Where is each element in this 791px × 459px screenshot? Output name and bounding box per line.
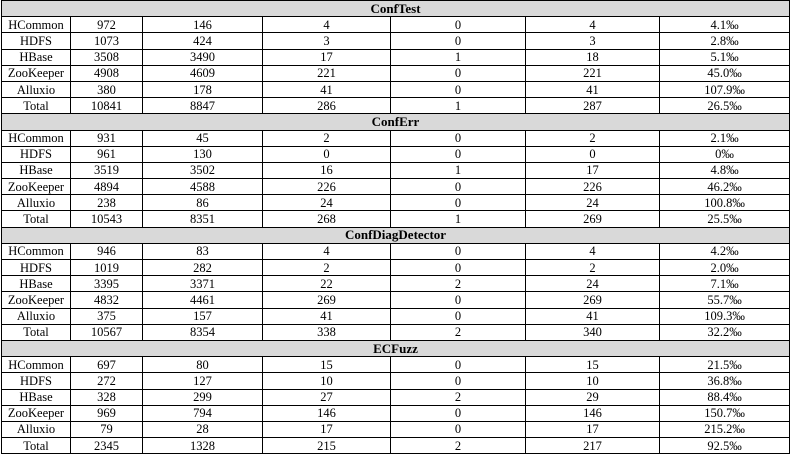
table-row bbox=[2, 146, 790, 162]
value-cell: 86 bbox=[143, 195, 263, 211]
table-row bbox=[2, 130, 790, 146]
value-cell: 2 bbox=[391, 324, 526, 340]
value-cell: 150.7‰ bbox=[660, 405, 790, 421]
value-cell: 4.2‰ bbox=[660, 243, 790, 259]
table-row bbox=[2, 389, 790, 405]
value-cell: 972 bbox=[71, 17, 143, 33]
value-cell: 0 bbox=[391, 308, 526, 324]
value-cell: 1019 bbox=[71, 260, 143, 276]
value-cell: 24 bbox=[526, 276, 660, 292]
value-cell: 4.1‰ bbox=[660, 17, 790, 33]
value-cell: 380 bbox=[71, 81, 143, 97]
row-label-cell: HBase bbox=[2, 162, 71, 178]
value-cell: 238 bbox=[71, 195, 143, 211]
table-row bbox=[2, 17, 790, 33]
table-row bbox=[2, 276, 790, 292]
value-cell: 3502 bbox=[143, 162, 263, 178]
section-header-row bbox=[2, 1, 790, 17]
value-cell: 4 bbox=[526, 243, 660, 259]
value-cell: 0 bbox=[391, 243, 526, 259]
value-cell: 2 bbox=[391, 276, 526, 292]
value-cell: 221 bbox=[263, 65, 391, 81]
value-cell: 3490 bbox=[143, 49, 263, 65]
value-cell: 221 bbox=[526, 65, 660, 81]
value-cell: 2 bbox=[391, 389, 526, 405]
row-label-cell: HDFS bbox=[2, 260, 71, 276]
value-cell: 340 bbox=[526, 324, 660, 340]
value-cell: 268 bbox=[263, 211, 391, 227]
section-title: ConfDiagDetector bbox=[2, 227, 790, 243]
value-cell: 17 bbox=[526, 421, 660, 437]
value-cell: 109.3‰ bbox=[660, 308, 790, 324]
value-cell: 269 bbox=[263, 292, 391, 308]
row-label-cell: HBase bbox=[2, 389, 71, 405]
value-cell: 88.4‰ bbox=[660, 389, 790, 405]
value-cell: 146 bbox=[526, 405, 660, 421]
value-cell: 215 bbox=[263, 438, 391, 454]
value-cell: 3519 bbox=[71, 162, 143, 178]
value-cell: 4832 bbox=[71, 292, 143, 308]
value-cell: 46.2‰ bbox=[660, 179, 790, 195]
table-row bbox=[2, 49, 790, 65]
value-cell: 0 bbox=[391, 33, 526, 49]
value-cell: 946 bbox=[71, 243, 143, 259]
table-row bbox=[2, 260, 790, 276]
table-row bbox=[2, 373, 790, 389]
section-title: ECFuzz bbox=[2, 340, 790, 356]
value-cell: 45 bbox=[143, 130, 263, 146]
value-cell: 15 bbox=[526, 357, 660, 373]
section-header-row bbox=[2, 114, 790, 130]
row-label-cell: ZooKeeper bbox=[2, 292, 71, 308]
value-cell: 1 bbox=[391, 211, 526, 227]
row-label-cell: HCommon bbox=[2, 243, 71, 259]
row-label-cell: ZooKeeper bbox=[2, 65, 71, 81]
table-row bbox=[2, 65, 790, 81]
value-cell: 22 bbox=[263, 276, 391, 292]
value-cell: 157 bbox=[143, 308, 263, 324]
total-row bbox=[2, 98, 790, 114]
value-cell: 0 bbox=[391, 146, 526, 162]
table-row bbox=[2, 162, 790, 178]
row-label-cell: Alluxio bbox=[2, 81, 71, 97]
value-cell: 10567 bbox=[71, 324, 143, 340]
value-cell: 7.1‰ bbox=[660, 276, 790, 292]
value-cell: 2 bbox=[391, 438, 526, 454]
value-cell: 36.8‰ bbox=[660, 373, 790, 389]
value-cell: 45.0‰ bbox=[660, 65, 790, 81]
value-cell: 269 bbox=[526, 211, 660, 227]
table-row bbox=[2, 81, 790, 97]
value-cell: 178 bbox=[143, 81, 263, 97]
value-cell: 41 bbox=[263, 81, 391, 97]
value-cell: 3 bbox=[263, 33, 391, 49]
table-row bbox=[2, 357, 790, 373]
value-cell: 127 bbox=[143, 373, 263, 389]
value-cell: 0 bbox=[391, 292, 526, 308]
value-cell: 2.1‰ bbox=[660, 130, 790, 146]
value-cell: 0 bbox=[391, 421, 526, 437]
value-cell: 41 bbox=[526, 81, 660, 97]
row-label-cell: HCommon bbox=[2, 130, 71, 146]
value-cell: 41 bbox=[526, 308, 660, 324]
value-cell: 375 bbox=[71, 308, 143, 324]
value-cell: 2 bbox=[263, 130, 391, 146]
value-cell: 10841 bbox=[71, 98, 143, 114]
value-cell: 4.8‰ bbox=[660, 162, 790, 178]
total-row bbox=[2, 438, 790, 454]
row-label-cell: ZooKeeper bbox=[2, 179, 71, 195]
value-cell: 16 bbox=[263, 162, 391, 178]
value-cell: 10 bbox=[526, 373, 660, 389]
value-cell: 0‰ bbox=[660, 146, 790, 162]
value-cell: 18 bbox=[526, 49, 660, 65]
value-cell: 1073 bbox=[71, 33, 143, 49]
value-cell: 2.8‰ bbox=[660, 33, 790, 49]
value-cell: 0 bbox=[391, 373, 526, 389]
table-row bbox=[2, 33, 790, 49]
row-label-cell: Alluxio bbox=[2, 195, 71, 211]
row-label-cell: Total bbox=[2, 324, 71, 340]
section-header-row bbox=[2, 340, 790, 356]
results-table bbox=[1, 0, 790, 454]
value-cell: 0 bbox=[391, 81, 526, 97]
value-cell: 328 bbox=[71, 389, 143, 405]
value-cell: 83 bbox=[143, 243, 263, 259]
value-cell: 1 bbox=[391, 98, 526, 114]
row-label-cell: Alluxio bbox=[2, 308, 71, 324]
value-cell: 215.2‰ bbox=[660, 421, 790, 437]
row-label-cell: Alluxio bbox=[2, 421, 71, 437]
value-cell: 28 bbox=[143, 421, 263, 437]
value-cell: 80 bbox=[143, 357, 263, 373]
value-cell: 4894 bbox=[71, 179, 143, 195]
value-cell: 287 bbox=[526, 98, 660, 114]
value-cell: 697 bbox=[71, 357, 143, 373]
table-row bbox=[2, 421, 790, 437]
value-cell: 0 bbox=[526, 146, 660, 162]
value-cell: 1 bbox=[391, 49, 526, 65]
value-cell: 4 bbox=[263, 243, 391, 259]
value-cell: 79 bbox=[71, 421, 143, 437]
value-cell: 29 bbox=[526, 389, 660, 405]
row-label-cell: HDFS bbox=[2, 146, 71, 162]
value-cell: 0 bbox=[391, 195, 526, 211]
table-row bbox=[2, 405, 790, 421]
table-row bbox=[2, 179, 790, 195]
value-cell: 3 bbox=[526, 33, 660, 49]
value-cell: 794 bbox=[143, 405, 263, 421]
value-cell: 0 bbox=[391, 17, 526, 33]
value-cell: 1 bbox=[391, 162, 526, 178]
value-cell: 41 bbox=[263, 308, 391, 324]
row-label-cell: HBase bbox=[2, 276, 71, 292]
value-cell: 130 bbox=[143, 146, 263, 162]
value-cell: 100.8‰ bbox=[660, 195, 790, 211]
value-cell: 10 bbox=[263, 373, 391, 389]
value-cell: 299 bbox=[143, 389, 263, 405]
value-cell: 226 bbox=[263, 179, 391, 195]
row-label-cell: Total bbox=[2, 98, 71, 114]
value-cell: 25.5‰ bbox=[660, 211, 790, 227]
value-cell: 2345 bbox=[71, 438, 143, 454]
value-cell: 4609 bbox=[143, 65, 263, 81]
value-cell: 3371 bbox=[143, 276, 263, 292]
value-cell: 26.5‰ bbox=[660, 98, 790, 114]
value-cell: 5.1‰ bbox=[660, 49, 790, 65]
value-cell: 424 bbox=[143, 33, 263, 49]
value-cell: 0 bbox=[391, 65, 526, 81]
value-cell: 226 bbox=[526, 179, 660, 195]
section-title: ConfTest bbox=[2, 1, 790, 17]
value-cell: 17 bbox=[263, 421, 391, 437]
table-row bbox=[2, 243, 790, 259]
value-cell: 1328 bbox=[143, 438, 263, 454]
value-cell: 282 bbox=[143, 260, 263, 276]
row-label-cell: ZooKeeper bbox=[2, 405, 71, 421]
value-cell: 4 bbox=[263, 17, 391, 33]
value-cell: 0 bbox=[263, 146, 391, 162]
value-cell: 0 bbox=[391, 130, 526, 146]
value-cell: 146 bbox=[143, 17, 263, 33]
value-cell: 92.5‰ bbox=[660, 438, 790, 454]
results-table-body bbox=[2, 1, 790, 454]
value-cell: 24 bbox=[263, 195, 391, 211]
value-cell: 961 bbox=[71, 146, 143, 162]
row-label-cell: HBase bbox=[2, 49, 71, 65]
value-cell: 4588 bbox=[143, 179, 263, 195]
value-cell: 17 bbox=[526, 162, 660, 178]
value-cell: 4461 bbox=[143, 292, 263, 308]
value-cell: 32.2‰ bbox=[660, 324, 790, 340]
value-cell: 8351 bbox=[143, 211, 263, 227]
value-cell: 931 bbox=[71, 130, 143, 146]
value-cell: 272 bbox=[71, 373, 143, 389]
value-cell: 21.5‰ bbox=[660, 357, 790, 373]
value-cell: 4 bbox=[526, 17, 660, 33]
section-header-row bbox=[2, 227, 790, 243]
value-cell: 10543 bbox=[71, 211, 143, 227]
total-row bbox=[2, 211, 790, 227]
value-cell: 338 bbox=[263, 324, 391, 340]
row-label-cell: HDFS bbox=[2, 33, 71, 49]
row-label-cell: Total bbox=[2, 438, 71, 454]
value-cell: 107.9‰ bbox=[660, 81, 790, 97]
value-cell: 24 bbox=[526, 195, 660, 211]
value-cell: 969 bbox=[71, 405, 143, 421]
value-cell: 2 bbox=[263, 260, 391, 276]
value-cell: 15 bbox=[263, 357, 391, 373]
value-cell: 3508 bbox=[71, 49, 143, 65]
value-cell: 4908 bbox=[71, 65, 143, 81]
value-cell: 269 bbox=[526, 292, 660, 308]
value-cell: 2 bbox=[526, 130, 660, 146]
value-cell: 55.7‰ bbox=[660, 292, 790, 308]
value-cell: 286 bbox=[263, 98, 391, 114]
value-cell: 2.0‰ bbox=[660, 260, 790, 276]
value-cell: 217 bbox=[526, 438, 660, 454]
table-row bbox=[2, 292, 790, 308]
value-cell: 2 bbox=[526, 260, 660, 276]
table-row bbox=[2, 308, 790, 324]
row-label-cell: HDFS bbox=[2, 373, 71, 389]
value-cell: 0 bbox=[391, 405, 526, 421]
value-cell: 0 bbox=[391, 357, 526, 373]
table-row bbox=[2, 195, 790, 211]
total-row bbox=[2, 324, 790, 340]
row-label-cell: HCommon bbox=[2, 17, 71, 33]
value-cell: 8354 bbox=[143, 324, 263, 340]
value-cell: 3395 bbox=[71, 276, 143, 292]
row-label-cell: HCommon bbox=[2, 357, 71, 373]
value-cell: 17 bbox=[263, 49, 391, 65]
value-cell: 8847 bbox=[143, 98, 263, 114]
row-label-cell: Total bbox=[2, 211, 71, 227]
value-cell: 146 bbox=[263, 405, 391, 421]
value-cell: 0 bbox=[391, 260, 526, 276]
value-cell: 27 bbox=[263, 389, 391, 405]
value-cell: 0 bbox=[391, 179, 526, 195]
section-title: ConfErr bbox=[2, 114, 790, 130]
